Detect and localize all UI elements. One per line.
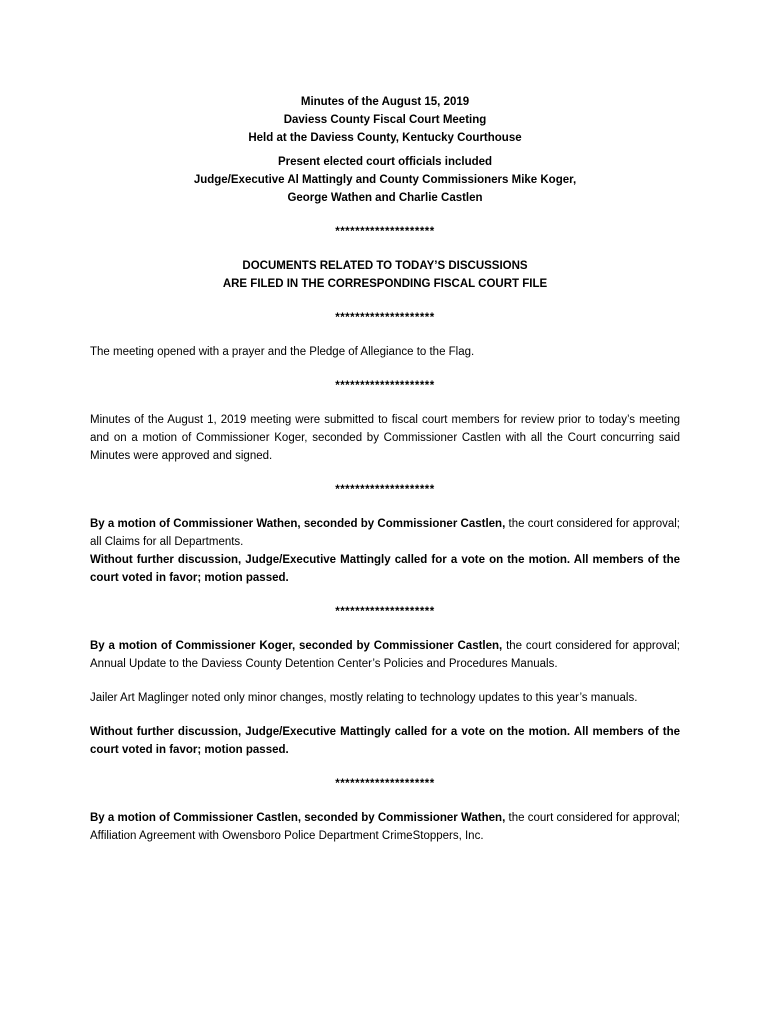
motion-2-vote bbox=[90, 723, 680, 759]
separator: ******************** bbox=[335, 312, 435, 324]
minutes-approval-paragraph: Minutes of the August 1, 2019 meeting were submitted to fiscal court members for review prior to today’s meeting and on a motion of Commissioner Koger, seconded by Commissioner Castlen with all the Court concurring said Minutes were approved and signed. bbox=[90, 414, 680, 462]
motion-2-text: the court considered for approval; Annual Update to the Daviess County Detention Center’s Policies and Procedures Manuals. bbox=[90, 640, 680, 670]
motion-3-paragraph bbox=[90, 809, 680, 845]
motion-2-paragraph bbox=[90, 637, 680, 673]
motion-2-mover: By a motion of Commissioner Koger, seconded by Commissioner Castlen, bbox=[90, 640, 503, 652]
documents-notice-line-2: ARE FILED IN THE CORRESPONDING FISCAL COURT FILE bbox=[222, 278, 548, 290]
header-court-name: Daviess County Fiscal Court Meeting bbox=[283, 114, 487, 126]
motion-2-vote-text: Without further discussion, Judge/Executive Mattingly called for a vote on the motion. All members of the court voted in favor; motion passed. bbox=[90, 726, 680, 756]
document-page bbox=[90, 93, 680, 845]
officials-line-2: George Wathen and Charlie Castlen bbox=[287, 192, 483, 204]
separator: ******************** bbox=[335, 778, 435, 790]
separator: ******************** bbox=[335, 606, 435, 618]
officials-intro: Present elected court officials included bbox=[277, 156, 493, 168]
jailer-note-paragraph: Jailer Art Maglinger noted only minor changes, mostly relating to technology updates to this year’s manuals. bbox=[90, 692, 638, 704]
separator: ******************** bbox=[335, 226, 435, 238]
motion-1-paragraph bbox=[90, 515, 680, 551]
separator: ******************** bbox=[335, 380, 435, 392]
meeting-header bbox=[90, 93, 680, 207]
motion-1-vote bbox=[90, 551, 680, 587]
motion-1-text: the court considered for approval; all Claims for all Departments. bbox=[90, 518, 680, 548]
motion-1-vote-text: Without further discussion, Judge/Executive Mattingly called for a vote on the motion. All members of the court voted in favor; motion passed. bbox=[90, 554, 680, 584]
header-title: Minutes of the August 15, 2019 bbox=[300, 96, 470, 108]
separator: ******************** bbox=[335, 484, 435, 496]
documents-notice-line-1: DOCUMENTS RELATED TO TODAY’S DISCUSSIONS bbox=[242, 260, 528, 272]
motion-1-mover: By a motion of Commissioner Wathen, seconded by Commissioner Castlen, bbox=[90, 518, 506, 530]
motion-3-mover: By a motion of Commissioner Castlen, seconded by Commissioner Wathen, bbox=[90, 812, 506, 824]
documents-notice bbox=[90, 257, 680, 293]
officials-line-1: Judge/Executive Al Mattingly and County Commissioners Mike Koger, bbox=[193, 174, 577, 186]
header-location: Held at the Daviess County, Kentucky Courthouse bbox=[248, 132, 522, 144]
motion-3-text: the court considered for approval; Affiliation Agreement with Owensboro Police Department CrimeStoppers, Inc. bbox=[90, 812, 680, 842]
opening-paragraph: The meeting opened with a prayer and the Pledge of Allegiance to the Flag. bbox=[90, 346, 475, 358]
